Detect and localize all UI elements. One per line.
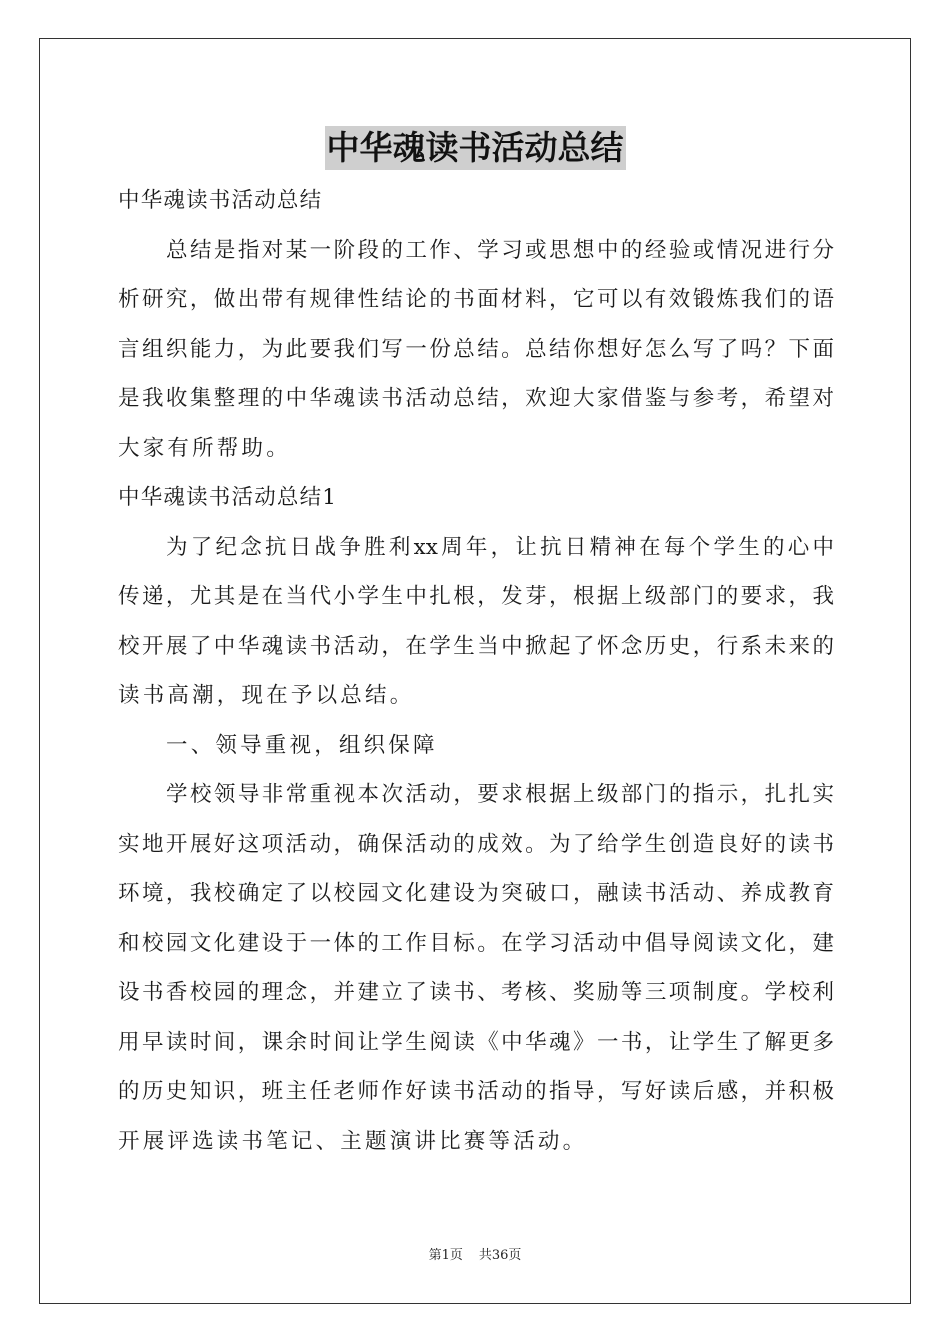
paragraph-line: 读书高潮，现在予以总结。	[118, 683, 415, 708]
paragraph-line: 学校领导非常重视本次活动，要求根据上级部门的指示，扎扎实	[166, 782, 834, 807]
page-number: 第1页	[428, 1248, 463, 1263]
title-container	[0, 126, 950, 170]
paragraph-line: 总结是指对某一阶段的工作、学习或思想中的经验或情况进行分	[166, 237, 834, 263]
paragraph-line: 大家有所帮助。	[118, 435, 291, 461]
section-heading: 中华魂读书活动总结1	[118, 485, 338, 510]
page-footer	[0, 1247, 950, 1265]
paragraph-line: 传递，尤其是在当代小学生中扎根，发芽，根据上级部门的要求，我	[118, 584, 834, 609]
paragraph-line: 环境，我校确定了以校园文化建设为突破口，融读书活动、养成教育	[118, 881, 834, 906]
paragraph-line: 的历史知识，班主任老师作好读书活动的指导，写好读后感，并积极	[118, 1079, 834, 1104]
paragraph-line: 开展评选读书笔记、主题演讲比赛等活动。	[118, 1128, 588, 1154]
paragraph-line: 言组织能力，为此要我们写一份总结。总结你想好怎么写了吗？下面	[118, 336, 834, 362]
paragraph-line: 和校园文化建设于一体的工作目标。在学习活动中倡导阅读文化，建	[118, 930, 834, 956]
paragraph-line: 校开展了中华魂读书活动，在学生当中掀起了怀念历史，行系未来的	[118, 633, 834, 659]
paragraph-line: 用早读时间，课余时间让学生阅读《中华魂》一书，让学生了解更多	[118, 1029, 834, 1055]
subsection-heading: 一、领导重视，组织保障	[166, 732, 438, 758]
paragraph-line: 实地开展好这项活动，确保活动的成效。为了给学生创造良好的读书	[118, 831, 834, 857]
paragraph-line: 是我收集整理的中华魂读书活动总结，欢迎大家借鉴与参考，希望对	[118, 386, 834, 411]
page-total: 共36页	[478, 1248, 522, 1263]
document-title: 中华魂读书活动总结	[325, 126, 626, 170]
paragraph-line: 设书香校园的理念，并建立了读书、考核、奖励等三项制度。学校利	[118, 980, 834, 1005]
paragraph-line: 为了纪念抗日战争胜利xx周年，让抗日精神在每个学生的心中	[166, 534, 834, 560]
subtitle-line: 中华魂读书活动总结	[118, 188, 323, 213]
document-body	[118, 176, 834, 1166]
paragraph-line: 析研究，做出带有规律性结论的书面材料，它可以有效锻炼我们的语	[118, 287, 834, 312]
